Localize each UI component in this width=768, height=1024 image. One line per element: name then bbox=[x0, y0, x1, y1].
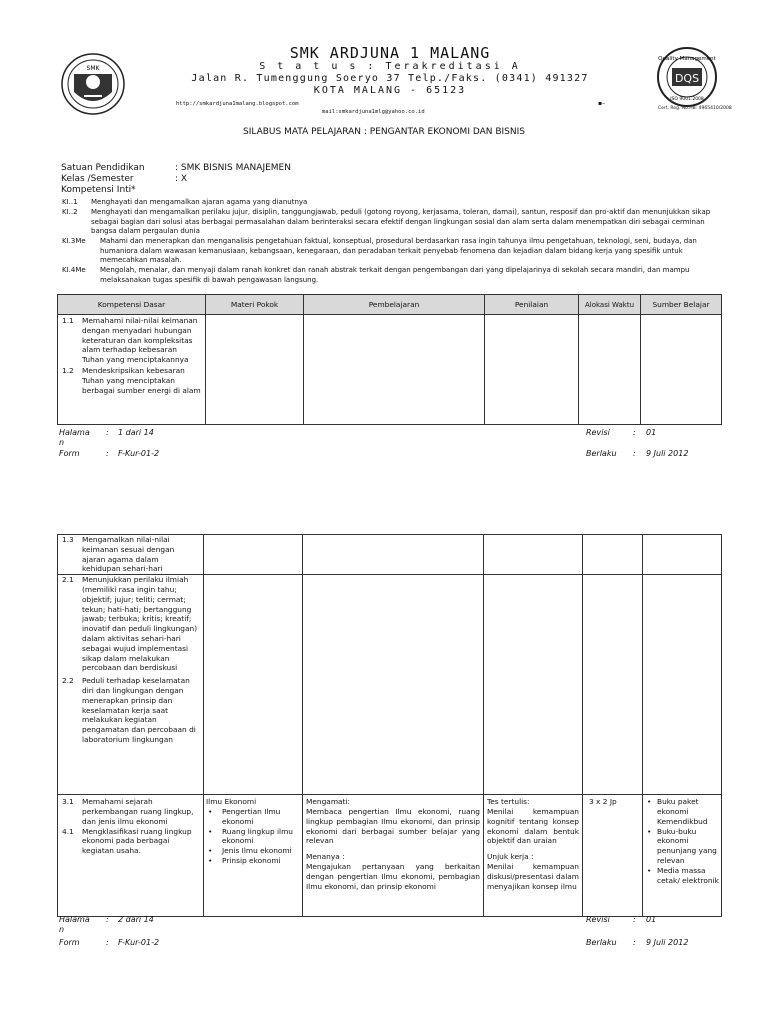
kd-item bbox=[58, 535, 203, 574]
footer-colon: : bbox=[633, 938, 636, 947]
dqs-iso: ISO 9001:2008 bbox=[670, 97, 704, 102]
kd-cell bbox=[58, 315, 206, 425]
penilaian-heading: Unjuk kerja : bbox=[487, 852, 534, 862]
pembelajaran-cell bbox=[303, 795, 484, 917]
penilaian-cell bbox=[484, 795, 583, 917]
kd-text: Peduli terhadap keselamatan diri dan lingkungan dengan menerapkan prinsip dan keselamatan kerja saat melakukan kegiatan pengamatan dan percobaan di laboratorium lingkungan bbox=[82, 676, 196, 744]
alokasi-cell bbox=[583, 535, 643, 575]
materi-item: • Jenis Ilmu ekonomi bbox=[206, 846, 300, 856]
alokasi-cell bbox=[583, 575, 643, 795]
school-emblem-logo bbox=[60, 52, 126, 116]
dqs-certification-logo bbox=[652, 46, 722, 108]
dqs-mark: DQS bbox=[674, 72, 700, 85]
kd-number: 1.1 bbox=[62, 316, 74, 325]
kd-cell bbox=[58, 535, 204, 575]
penilaian-heading: Tes tertulis: bbox=[487, 797, 530, 807]
table-row bbox=[58, 535, 722, 575]
ki-text: Mahami dan menerapkan dan menganalisis pengetahuan faktual, konseptual, prosedural berdasarkan rasa ingin tahunya ilmu pengetahuan, teknologi, seni, budaya, dan humaniora dalam wawasan kemanusiaan, kebangsaan, kenegaraan, dan peradaban terkait penyebab fenomena dan kejadian dalam bidang kerja yang spesifik untuk memecahkan masalah. bbox=[100, 237, 697, 265]
alokasi-cell bbox=[579, 315, 641, 425]
kd-text: Mendeskripsikan kebesaran Tuhan yang menciptakan berbagai sumber energi di alam bbox=[82, 365, 201, 395]
materi-title: Ilmu Ekonomi bbox=[206, 797, 257, 807]
footer-revisi-value: 01 bbox=[646, 915, 657, 924]
school-city: KOTA MALANG - 65123 bbox=[313, 85, 467, 96]
materi-cell bbox=[206, 315, 304, 425]
sumber-cell bbox=[643, 575, 722, 795]
kd-item bbox=[58, 797, 203, 826]
footer-form-label: Form bbox=[59, 938, 80, 947]
materi-cell bbox=[204, 575, 303, 795]
small-mark: ▪– bbox=[598, 100, 606, 107]
alokasi-value: 3 x 2 Jp bbox=[589, 797, 617, 807]
ki-code bbox=[62, 237, 86, 245]
footer-colon: : bbox=[106, 428, 109, 437]
ki-heading: Kompetensi Inti* bbox=[61, 185, 136, 195]
kd-number: 2.2 bbox=[62, 676, 74, 686]
ki-code: KI..2 bbox=[62, 208, 78, 216]
footer-revisi-value: 01 bbox=[646, 428, 657, 437]
accreditation-status: S t a t u s : Terakreditasi A bbox=[259, 61, 521, 72]
pembelajaran-heading: Menanya : bbox=[306, 852, 345, 862]
alokasi-cell bbox=[583, 795, 643, 917]
ki-code bbox=[62, 266, 86, 274]
footer-halaman-label: Halama n bbox=[59, 915, 90, 934]
pembelajaran-cell bbox=[304, 315, 485, 425]
kd-cell bbox=[58, 575, 204, 795]
sumber-item: • Buku paket ekonomi Kemendikbud bbox=[645, 797, 719, 826]
ki-code-prefix: Me bbox=[75, 237, 86, 245]
sumber-item: • Media massa cetak/ elektronik bbox=[645, 866, 719, 886]
sumber-cell bbox=[643, 535, 722, 575]
footer-colon: : bbox=[633, 449, 636, 458]
footer-halaman-label: Halama n bbox=[59, 428, 90, 447]
kd-text: Mengamalkan nilai-nilai keimanan sesuai dengan ajaran agama dalam kehidupan sehari-hari bbox=[82, 535, 175, 574]
materi-cell bbox=[204, 795, 303, 917]
kd-item bbox=[58, 575, 203, 673]
footer-halaman-value: 1 dari 14 bbox=[118, 428, 154, 437]
ki-code-number: KI.4 bbox=[62, 266, 76, 274]
penilaian-cell bbox=[484, 575, 583, 795]
satuan-label: Satuan Pendidikan bbox=[61, 163, 145, 173]
footer-halaman-value: 2 dari 14 bbox=[118, 915, 154, 924]
table-row bbox=[58, 315, 722, 425]
footer-form-label: Form bbox=[59, 449, 80, 458]
materi-item: • Prinsip ekonomi bbox=[206, 856, 300, 866]
document-title: SILABUS MATA PELAJARAN : PENGANTAR EKONOMI DAN BISNIS bbox=[242, 127, 525, 137]
kd-number: 1.2 bbox=[62, 365, 74, 375]
school-email: mail:smkardjuna1mlg@yahoo.co.id bbox=[322, 109, 425, 115]
kelas-value: : X bbox=[175, 174, 188, 184]
kd-text: Memahami sejarah perkembangan ruang lingkup, dan jenis ilmu ekonomi bbox=[82, 797, 194, 826]
penilaian-cell bbox=[485, 315, 579, 425]
footer-form-value: F-Kur-01-2 bbox=[118, 449, 160, 458]
school-website: http://smkardjuna1malang.blogspot.com bbox=[176, 101, 299, 107]
kd-item bbox=[58, 676, 203, 745]
certificate-number: Cert. Reg. No.HB: 4965410/2008 bbox=[658, 106, 732, 111]
footer-revisi-label: Revisi bbox=[586, 428, 610, 437]
kd-item bbox=[58, 366, 205, 395]
footer-berlaku-value: 9 Juli 2012 bbox=[646, 938, 689, 947]
ki-code: KI..1 bbox=[62, 198, 78, 206]
materi-item: • Ruang lingkup ilmu ekonomi bbox=[206, 827, 300, 847]
kelas-label: Kelas /Semester bbox=[61, 174, 134, 184]
pembelajaran-cell bbox=[303, 575, 484, 795]
kd-number: 4.1 bbox=[62, 826, 74, 836]
footer-colon: : bbox=[106, 449, 109, 458]
footer-colon: : bbox=[106, 915, 109, 924]
penilaian-text: Menilai kemampuan kognitif tentang konsep ekonomi dalam bentuk objektif dan uraian bbox=[487, 806, 579, 846]
ki-code-number: KI.3 bbox=[62, 237, 76, 245]
footer-form-value: F-Kur-01-2 bbox=[118, 938, 160, 947]
header-kompetensi-dasar: Kompetensi Dasar bbox=[58, 295, 206, 315]
table-row bbox=[58, 795, 722, 917]
pembelajaran-text: Mengajukan pertanyaan yang berkaitan dengan pengertian Ilmu ekonomi, pembagian Ilmu ekonomi, dan prinsip ekonomi bbox=[306, 861, 480, 891]
kd-number: 3.1 bbox=[62, 797, 74, 807]
ki-text: Mengolah, menalar, dan menyaji dalam ranah konkret dan ranah abstrak terkait dengan pengembangan dari yang dipelajarinya di sekolah secara mandiri, dan mampu melaksanakan tugas spesifik di bawah pengawasan langsung. bbox=[100, 266, 690, 284]
pembelajaran-text: Membaca pengertian Ilmu ekonomi, ruang lingkup pembagian Ilmu ekonomi, dan prinsip ekonomi dari berbagai sumber belajar yang relevan bbox=[306, 806, 480, 846]
penilaian-cell bbox=[484, 535, 583, 575]
syllabus-table-page-2 bbox=[57, 534, 722, 917]
footer-berlaku-label: Berlaku bbox=[586, 938, 617, 947]
ki-text: Menghayati dan mengamalkan perilaku jujur, disiplin, tanggungjawab, peduli (gotong royong, kerjasama, toleran, damai), santun, resposif dan pro-aktif dan menunjukkan sikap sebagai bagian dari solusi atas berbagai permasalahan dalam berinteraksi secara efektif dengan lingkungan sosial dan alam serta dalam menempatkan diri sebagai cerminan bangsa dalam pergaulan dunia bbox=[91, 208, 711, 236]
satuan-value: : SMK BISNIS MANAJEMEN bbox=[175, 163, 291, 173]
ki-text: Menghayati dan mengamalkan ajaran agama yang dianutnya bbox=[91, 198, 308, 206]
kd-text: Mengklasifikasi ruang lingkup ekonomi pada berbagai kegiatan usaha. bbox=[82, 826, 192, 856]
materi-cell bbox=[204, 535, 303, 575]
kd-number: 2.1 bbox=[62, 575, 74, 585]
header-sumber-belajar: Sumber Belajar bbox=[641, 295, 722, 315]
footer-berlaku-label: Berlaku bbox=[586, 449, 617, 458]
header-penilaian: Penilaian bbox=[485, 295, 579, 315]
kd-cell bbox=[58, 795, 204, 917]
footer-berlaku-value: 9 Juli 2012 bbox=[646, 449, 689, 458]
syllabus-table-page-1 bbox=[57, 294, 722, 425]
school-name: SMK ARDJUNA 1 MALANG bbox=[289, 44, 491, 62]
kd-number: 1.3 bbox=[62, 535, 74, 544]
pembelajaran-heading: Mengamati: bbox=[306, 797, 350, 807]
footer-colon: : bbox=[633, 428, 636, 437]
footer-colon: : bbox=[633, 915, 636, 924]
header-pembelajaran: Pembelajaran bbox=[304, 295, 485, 315]
school-address: Jalan R. Tumenggung Soeryo 37 Telp./Faks. (0341) 491327 bbox=[191, 73, 589, 84]
kd-text: Memahami nilai-nilai keimanan dengan menyadari hubungan keteraturan dan kompleksitas alam terhadap kebesaran Tuhan yang menciptakannya bbox=[82, 316, 198, 365]
header-materi-pokok: Materi Pokok bbox=[206, 295, 304, 315]
kd-item bbox=[58, 827, 203, 856]
pembelajaran-cell bbox=[303, 535, 484, 575]
table-row bbox=[58, 575, 722, 795]
materi-item: • Pengertian Ilmu ekonomi bbox=[206, 807, 300, 827]
footer-revisi-label: Revisi bbox=[586, 915, 610, 924]
sumber-cell bbox=[643, 795, 722, 917]
footer-colon: : bbox=[106, 938, 109, 947]
penilaian-text: Menilai kemampuan diskusi/presentasi dalam menyajikan konsep ilmu bbox=[487, 861, 579, 891]
header-alokasi-waktu: Alokasi Waktu bbox=[579, 295, 641, 315]
dqs-caption: Quality Management bbox=[658, 56, 716, 62]
kd-text: Menunjukkan perilaku ilmiah (memiliki rasa ingin tahu; objektif; jujur; teliti; cermat; tekun; hati-hati; bertanggung jawab; terbuka; kritis; kreatif; inovatif dan peduli lingkungan) dalam aktivitas sehari-hari sebagai wujud implementasi sikap dalam melakukan percobaan dan berdiskusi bbox=[82, 575, 198, 673]
sumber-item: • Buku-buku ekonomi penunjang yang relevan bbox=[645, 827, 719, 866]
emblem-text: SMK bbox=[86, 65, 100, 72]
kd-item bbox=[58, 316, 205, 365]
sumber-cell bbox=[641, 315, 722, 425]
ki-code-prefix: Me bbox=[75, 266, 86, 274]
